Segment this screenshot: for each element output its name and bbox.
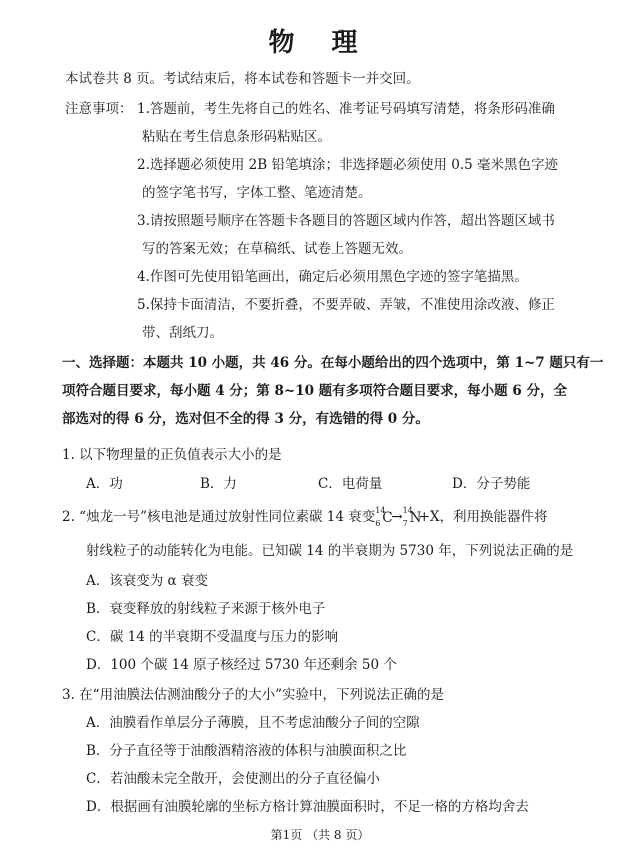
question-1-stem: 1. 以下物理量的正负值表示大小的是 — [62, 447, 282, 463]
q1-option-d: D．分子势能 — [452, 476, 531, 492]
notice-line-4: 的签字笔书写，字体工整、笔迹清楚。 — [142, 185, 372, 201]
question-2-stem-line-1 — [62, 505, 548, 528]
q2-option-b: B．衰变释放的射线粒子来源于核外电子 — [86, 601, 326, 617]
question-3-stem: 3. 在“用油膜法估测油酸分子的大小”实验中，下列说法正确的是 — [62, 687, 444, 703]
q2-stem-part-a: 2. “烛龙一号”核电池是通过放射性同位素碳 14 衰变 — [62, 509, 376, 525]
section-heading-line-2: 项符合题目要求，每小题 4 分；第 8~10 题有多项符合题目要求，每小题 6 分，全 — [62, 383, 567, 399]
page-title: 物 理 — [268, 28, 372, 58]
nitrogen-atomic-number: 7 — [402, 518, 408, 528]
notice-line-9: 带、刮纸刀。 — [142, 325, 223, 341]
q1-option-b: B．力 — [200, 476, 237, 492]
q2-stem-part-b: +X，利用换能器件将 — [418, 509, 548, 525]
carbon-atomic-number: 6 — [375, 518, 381, 528]
notice-line-8: 5.保持卡面清洁，不要折叠，不要弄破、弄皱，不准使用涂改液、修正 — [137, 297, 555, 313]
notice-line-1: 1.答题前，考生先将自己的姓名、准考证号码填写清楚，将条形码准确 — [137, 101, 555, 117]
q3-option-d: D．根据画有油膜轮廓的坐标方格计算油膜面积时，不足一格的方格均舍去 — [86, 799, 529, 815]
question-2-stem-line-2: 射线粒子的动能转化为电能。已知碳 14 的半衰期为 5730 年，下列说法正确的是 — [86, 543, 574, 559]
notice-line-6: 写的答案无效；在草稿纸、试卷上答题无效。 — [142, 241, 412, 257]
notice-line-7: 4.作图可先使用铅笔画出，确定后必须用黑色字迹的签字笔描黑。 — [137, 269, 528, 285]
section-heading-line-3: 部选对的得 6 分，选对但不全的得 3 分，有选错的得 0 分。 — [62, 411, 429, 427]
notice-label: 注意事项： — [65, 101, 133, 117]
page-footer: 第1页 （共 8 页） — [270, 828, 370, 842]
q2-option-d: D．100 个碳 14 原子核经过 5730 年还剩余 50 个 — [86, 657, 397, 673]
carbon-14-nuclide — [375, 505, 393, 528]
notice-line-5: 3.请按照题号顺序在答题卡各题目的答题区域内作答，超出答题区域书 — [137, 213, 555, 229]
intro-text: 本试卷共 8 页。考试结束后，将本试卷和答题卡一并交回。 — [65, 71, 420, 87]
nitrogen-symbol: N — [409, 509, 422, 526]
q2-option-a: A．该衰变为 α 衰变 — [86, 573, 208, 589]
q3-option-a: A．油膜看作单层分子薄膜，且不考虑油酸分子间的空隙 — [86, 715, 420, 731]
carbon-symbol: C — [382, 509, 393, 526]
nitrogen-mass-number: 14 — [402, 505, 413, 515]
q3-option-c: C．若油酸未完全散开，会使测出的分子直径偏小 — [86, 771, 380, 787]
carbon-mass-number: 14 — [375, 505, 386, 515]
notice-line-2: 粘贴在考生信息条形码粘贴区。 — [142, 129, 331, 145]
q1-option-c: C．电荷量 — [318, 476, 383, 492]
q1-option-a: A．功 — [86, 476, 123, 492]
notice-line-3: 2.选择题必须使用 2B 铅笔填涂；非选择题必须使用 0.5 毫米黑色字迹 — [137, 157, 559, 173]
section-heading-line-1: 一、选择题：本题共 10 小题，共 46 分。在每小题给出的四个选项中，第 1~7 题只有一 — [62, 355, 604, 371]
q3-option-b: B．分子直径等于油酸酒精溶液的体积与油膜面积之比 — [86, 743, 407, 759]
nitrogen-14-nuclide — [402, 505, 422, 528]
q2-option-c: C．碳 14 的半衰期不受温度与压力的影响 — [86, 629, 339, 645]
decay-arrow: → — [391, 509, 403, 525]
